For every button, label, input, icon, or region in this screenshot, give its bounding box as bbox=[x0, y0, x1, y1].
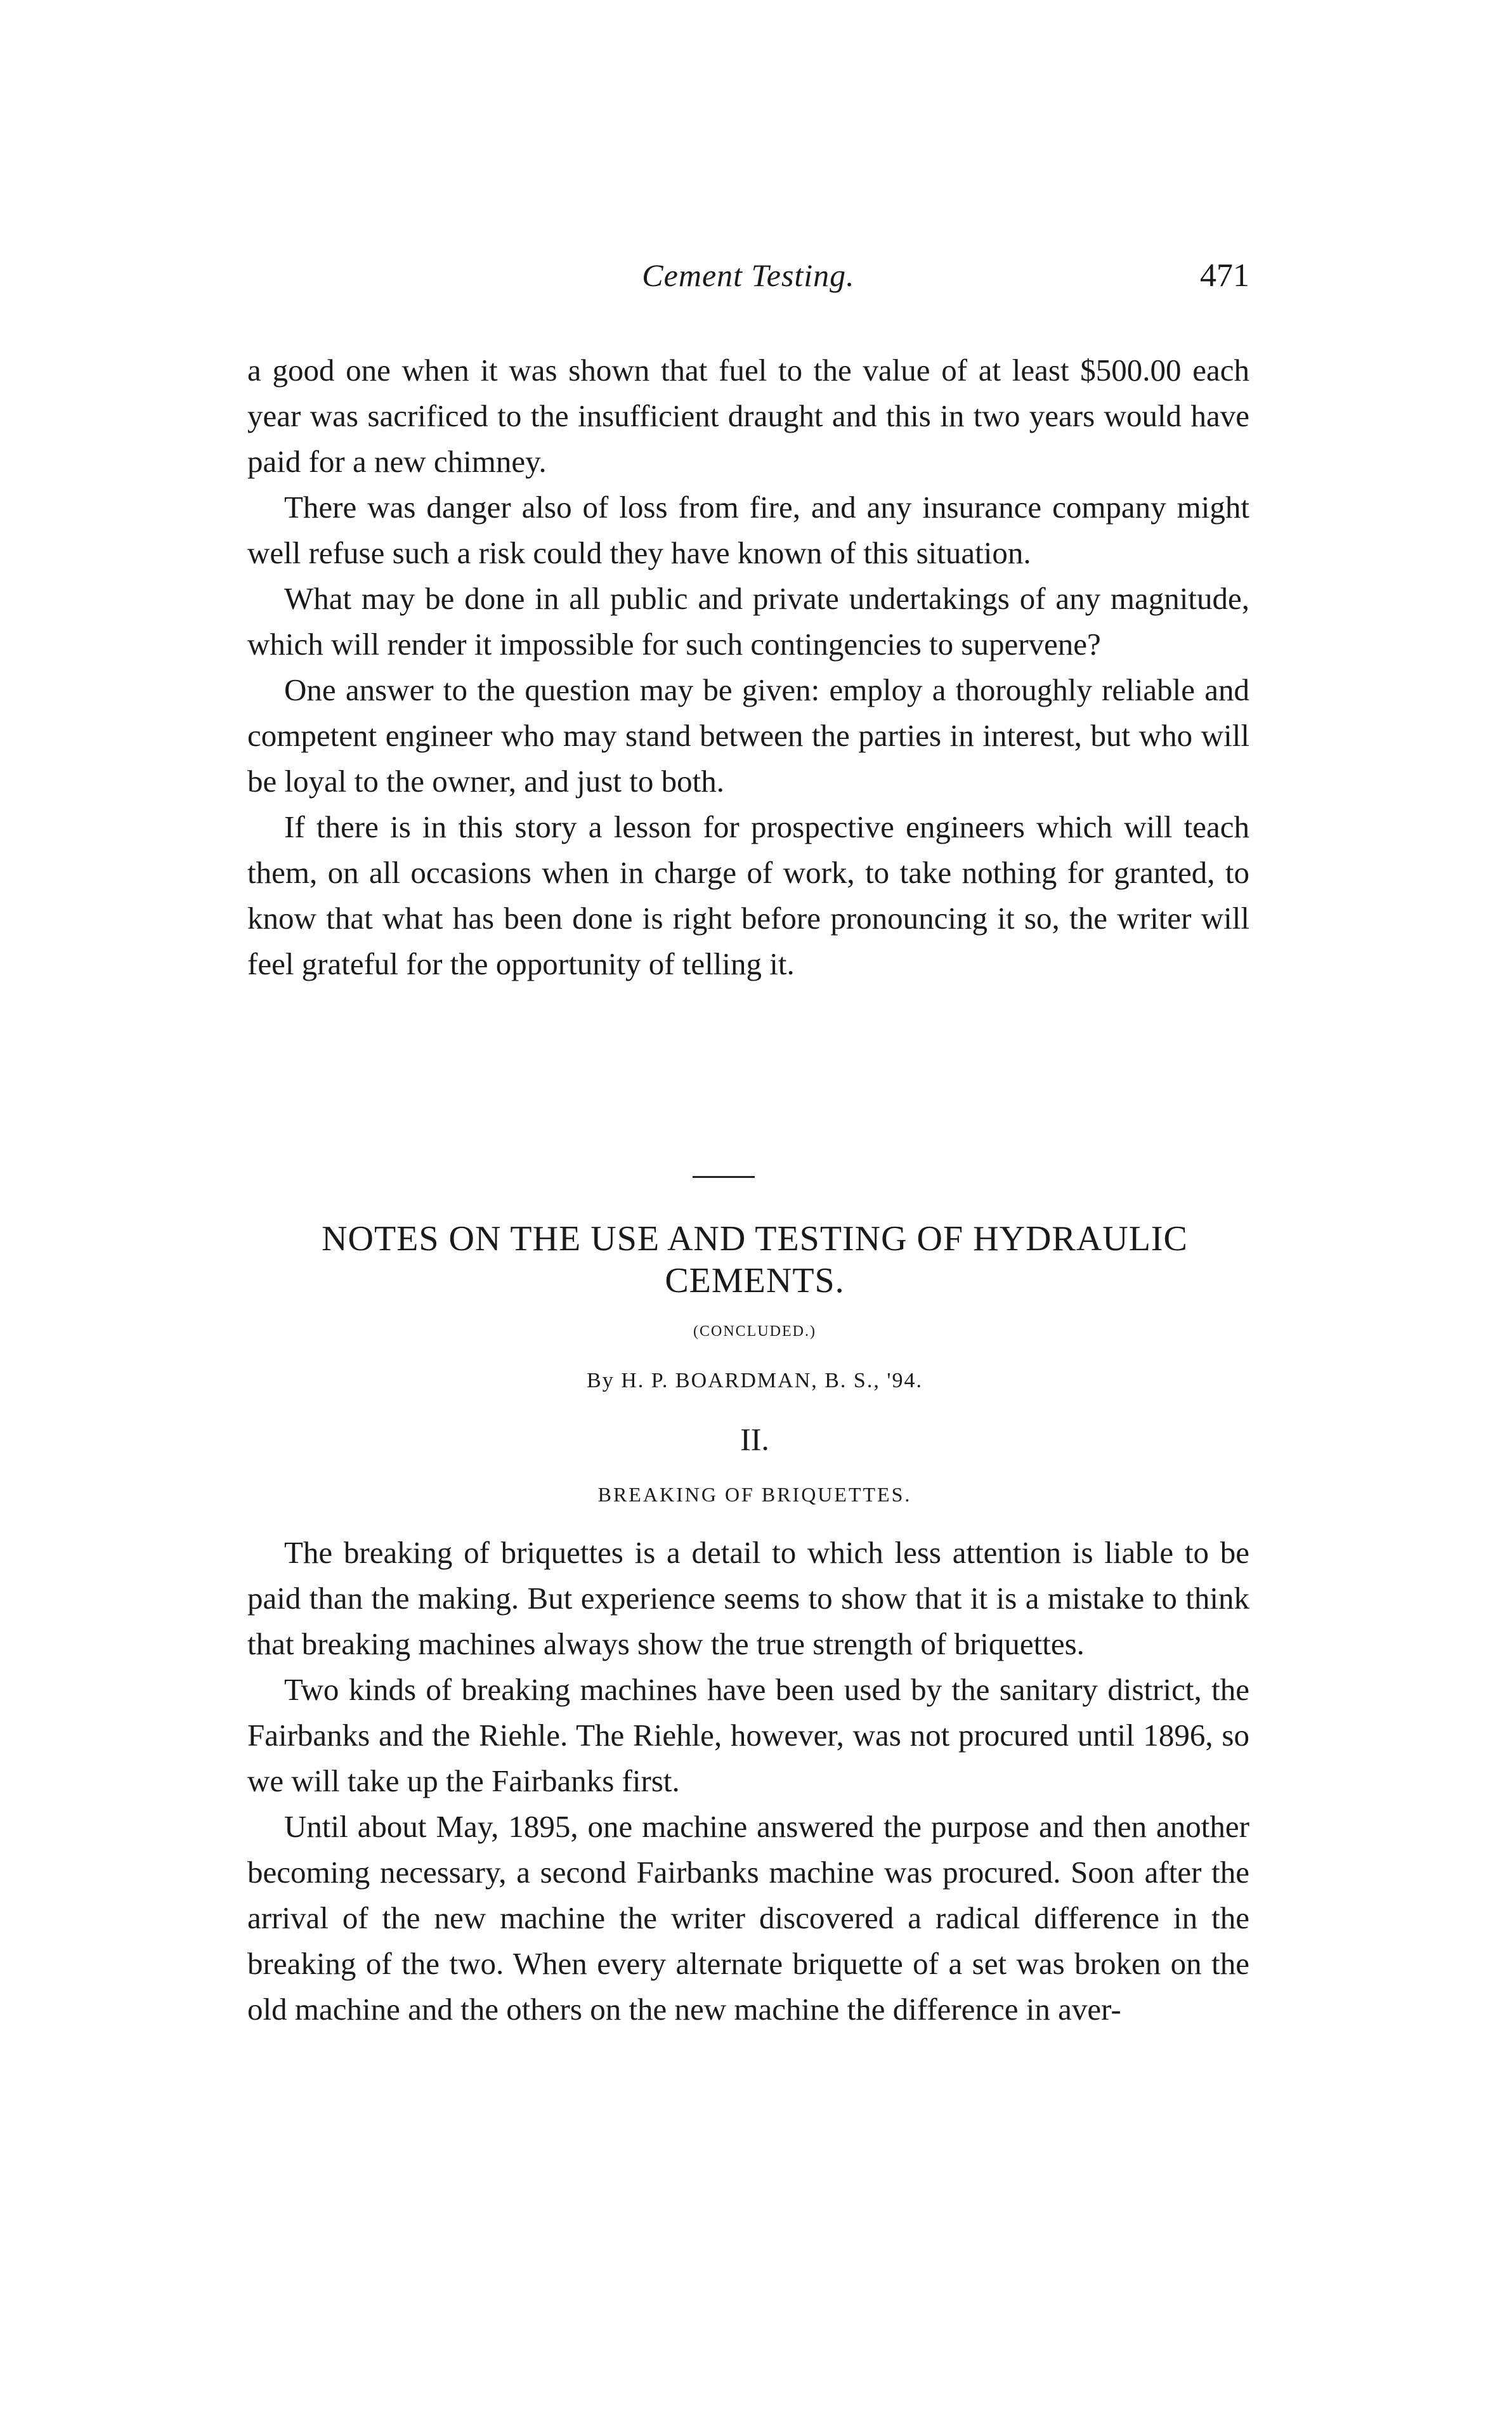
paragraph: If there is in this story a lesson for prospective engineers which will teach them, on all occasions when in charge of work, to take nothing for granted, to know that what has been done is right before pronouncing it so, the writer will feel grateful for the opportunity of telling it. bbox=[247, 809, 1249, 981]
paragraph: One answer to the question may be given: employ a thoroughly reliable and competent engineer who may stand between the parties in interest, but who will be loyal to the owner, and just to both. bbox=[247, 672, 1249, 799]
section-numeral: II. bbox=[740, 1421, 769, 1457]
paragraph: Two kinds of breaking machines have been used by the sanitary district, the Fairbanks and the Riehle. The Riehle, however, was not procured until 1896, so we will take up the Fairbanks first. bbox=[247, 1672, 1249, 1798]
running-title: Cement Testing. bbox=[642, 258, 855, 293]
article-status: (CONCLUDED.) bbox=[693, 1323, 816, 1340]
article-body bbox=[247, 1530, 1249, 2032]
paragraph: There was danger also of loss from fire, and any insurance company might well refuse such a risk could they have known of this situation. bbox=[247, 490, 1249, 570]
article-title: NOTES ON THE USE AND TESTING OF HYDRAULIC CEMENTS. bbox=[322, 1219, 1188, 1300]
paragraph: The breaking of briquettes is a detail to which less attention is liable to be paid than the making. But experience seems to show that it is a mistake to think that breaking machines always show the true strength of briquettes. bbox=[247, 1535, 1249, 1661]
running-head bbox=[247, 257, 1249, 308]
page-number: 471 bbox=[1200, 258, 1249, 294]
article-byline: By H. P. BOARDMAN, B. S., '94. bbox=[587, 1369, 923, 1392]
section-heading: BREAKING OF BRIQUETTES. bbox=[597, 1483, 912, 1506]
paragraph: Until about May, 1895, one machine answered the purpose and then another becoming necessary, a second Fairbanks machine was procured. Soon after the arrival of the new machine the writer discovered a radical difference in the breaking of the two. When every alternate briquette of a set was broken on the old machine and the others on the new machine the difference in aver- bbox=[247, 1809, 1249, 2027]
section-divider-rule bbox=[693, 1176, 755, 1178]
paragraph: a good one when it was shown that fuel to the value of at least $500.00 each year was sacrificed to the insufficient draught and this in two years would have paid for a new chimney. bbox=[247, 353, 1249, 479]
previous-article-body bbox=[247, 348, 1249, 987]
paragraph: What may be done in all public and private undertakings of any magnitude, which will render it impossible for such contingencies to supervene? bbox=[247, 581, 1249, 662]
